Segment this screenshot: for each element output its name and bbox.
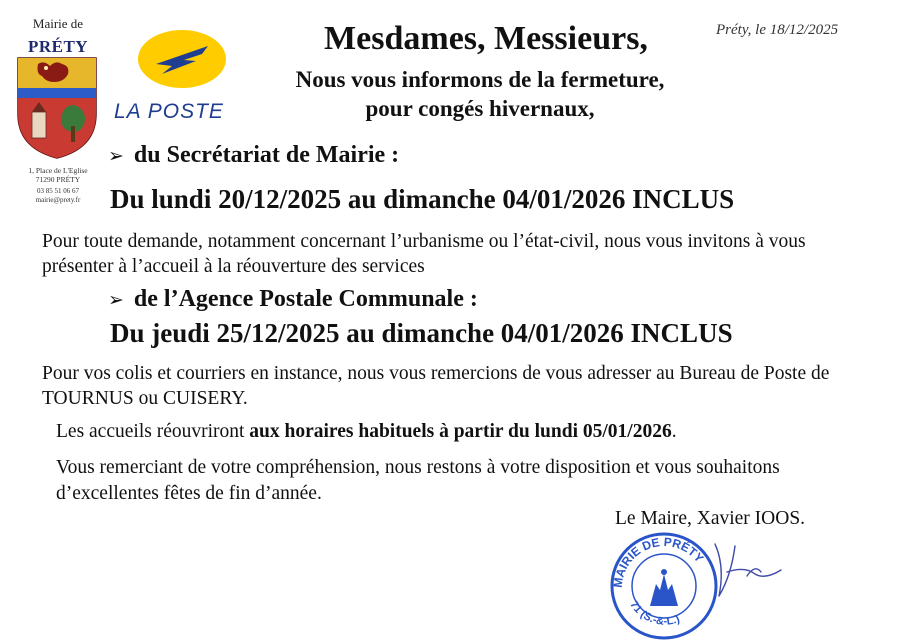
arrow-right-icon: ➢ <box>108 145 124 167</box>
greeting-heading: Mesdames, Messieurs, <box>324 20 648 57</box>
mairie-contact <box>20 187 96 205</box>
intro-line-2: pour congés hivernaux, <box>365 96 595 121</box>
mairie-address-line1: 1, Place de L'Eglise <box>28 166 88 175</box>
section-mairie-text: Pour toute demande, notamment concernant l’urbanisme ou l’état-civil, nous vous invitons à vous présenter à l’accueil à la réouverture des services <box>42 231 806 277</box>
la-poste-logo-icon <box>136 28 228 90</box>
handwritten-signature-icon <box>695 536 785 606</box>
section-poste-title-text: de l’Agence Postale Communale : <box>133 286 478 312</box>
section-poste-dates: Du jeudi 25/12/2025 au dimanche 04/01/2026 INCLUS <box>110 318 733 348</box>
reopening-notice <box>56 421 677 443</box>
arrow-right-icon: ➢ <box>108 289 124 311</box>
reopening-prefix: Les accueils réouvriront <box>56 421 250 442</box>
mairie-town: PRÉTY <box>27 37 89 56</box>
closing-thanks: Vous remerciant de votre compréhension, nous restons à votre disposition et vous souhaitons d’excellentes fêtes de fin d’année. <box>56 457 780 504</box>
reopening-emphasis: aux horaires habituels à partir du lundi 05/01/2026 <box>249 421 672 442</box>
mairie-address-line2: 71290 PRÉTY <box>35 175 81 184</box>
section-poste-title <box>108 286 478 313</box>
section-poste-text: Pour vos colis et courriers en instance, nous vous remercions de vous adresser au Bureau de Poste de TOURNUS ou CUISERY. <box>42 363 830 409</box>
mairie-address <box>20 166 96 184</box>
stamp-bottom-text: 71 (S.-&-L.) <box>627 599 682 628</box>
signature-name: Le Maire, Xavier IOOS. <box>615 508 806 529</box>
intro-line-1: Nous vous informons de la fermeture, <box>295 67 665 92</box>
date-line: Préty, le 18/12/2025 <box>716 22 839 38</box>
section-mairie-dates: Du lundi 20/12/2025 au dimanche 04/01/2026 INCLUS <box>110 184 735 214</box>
mairie-label: Mairie de <box>32 16 84 31</box>
coat-of-arms-icon <box>16 56 98 160</box>
section-mairie-title <box>108 142 399 169</box>
stamp-top-text: MAIRIE DE PRÉTY <box>610 534 707 589</box>
reopening-suffix: . <box>671 421 677 442</box>
mairie-email: mairie@prety.fr <box>35 196 81 204</box>
mairie-phone: 03 85 51 06 67 <box>37 187 79 195</box>
section-mairie-title-text: du Secrétariat de Mairie : <box>133 142 400 168</box>
la-poste-wordmark: LA POSTE <box>114 100 224 123</box>
